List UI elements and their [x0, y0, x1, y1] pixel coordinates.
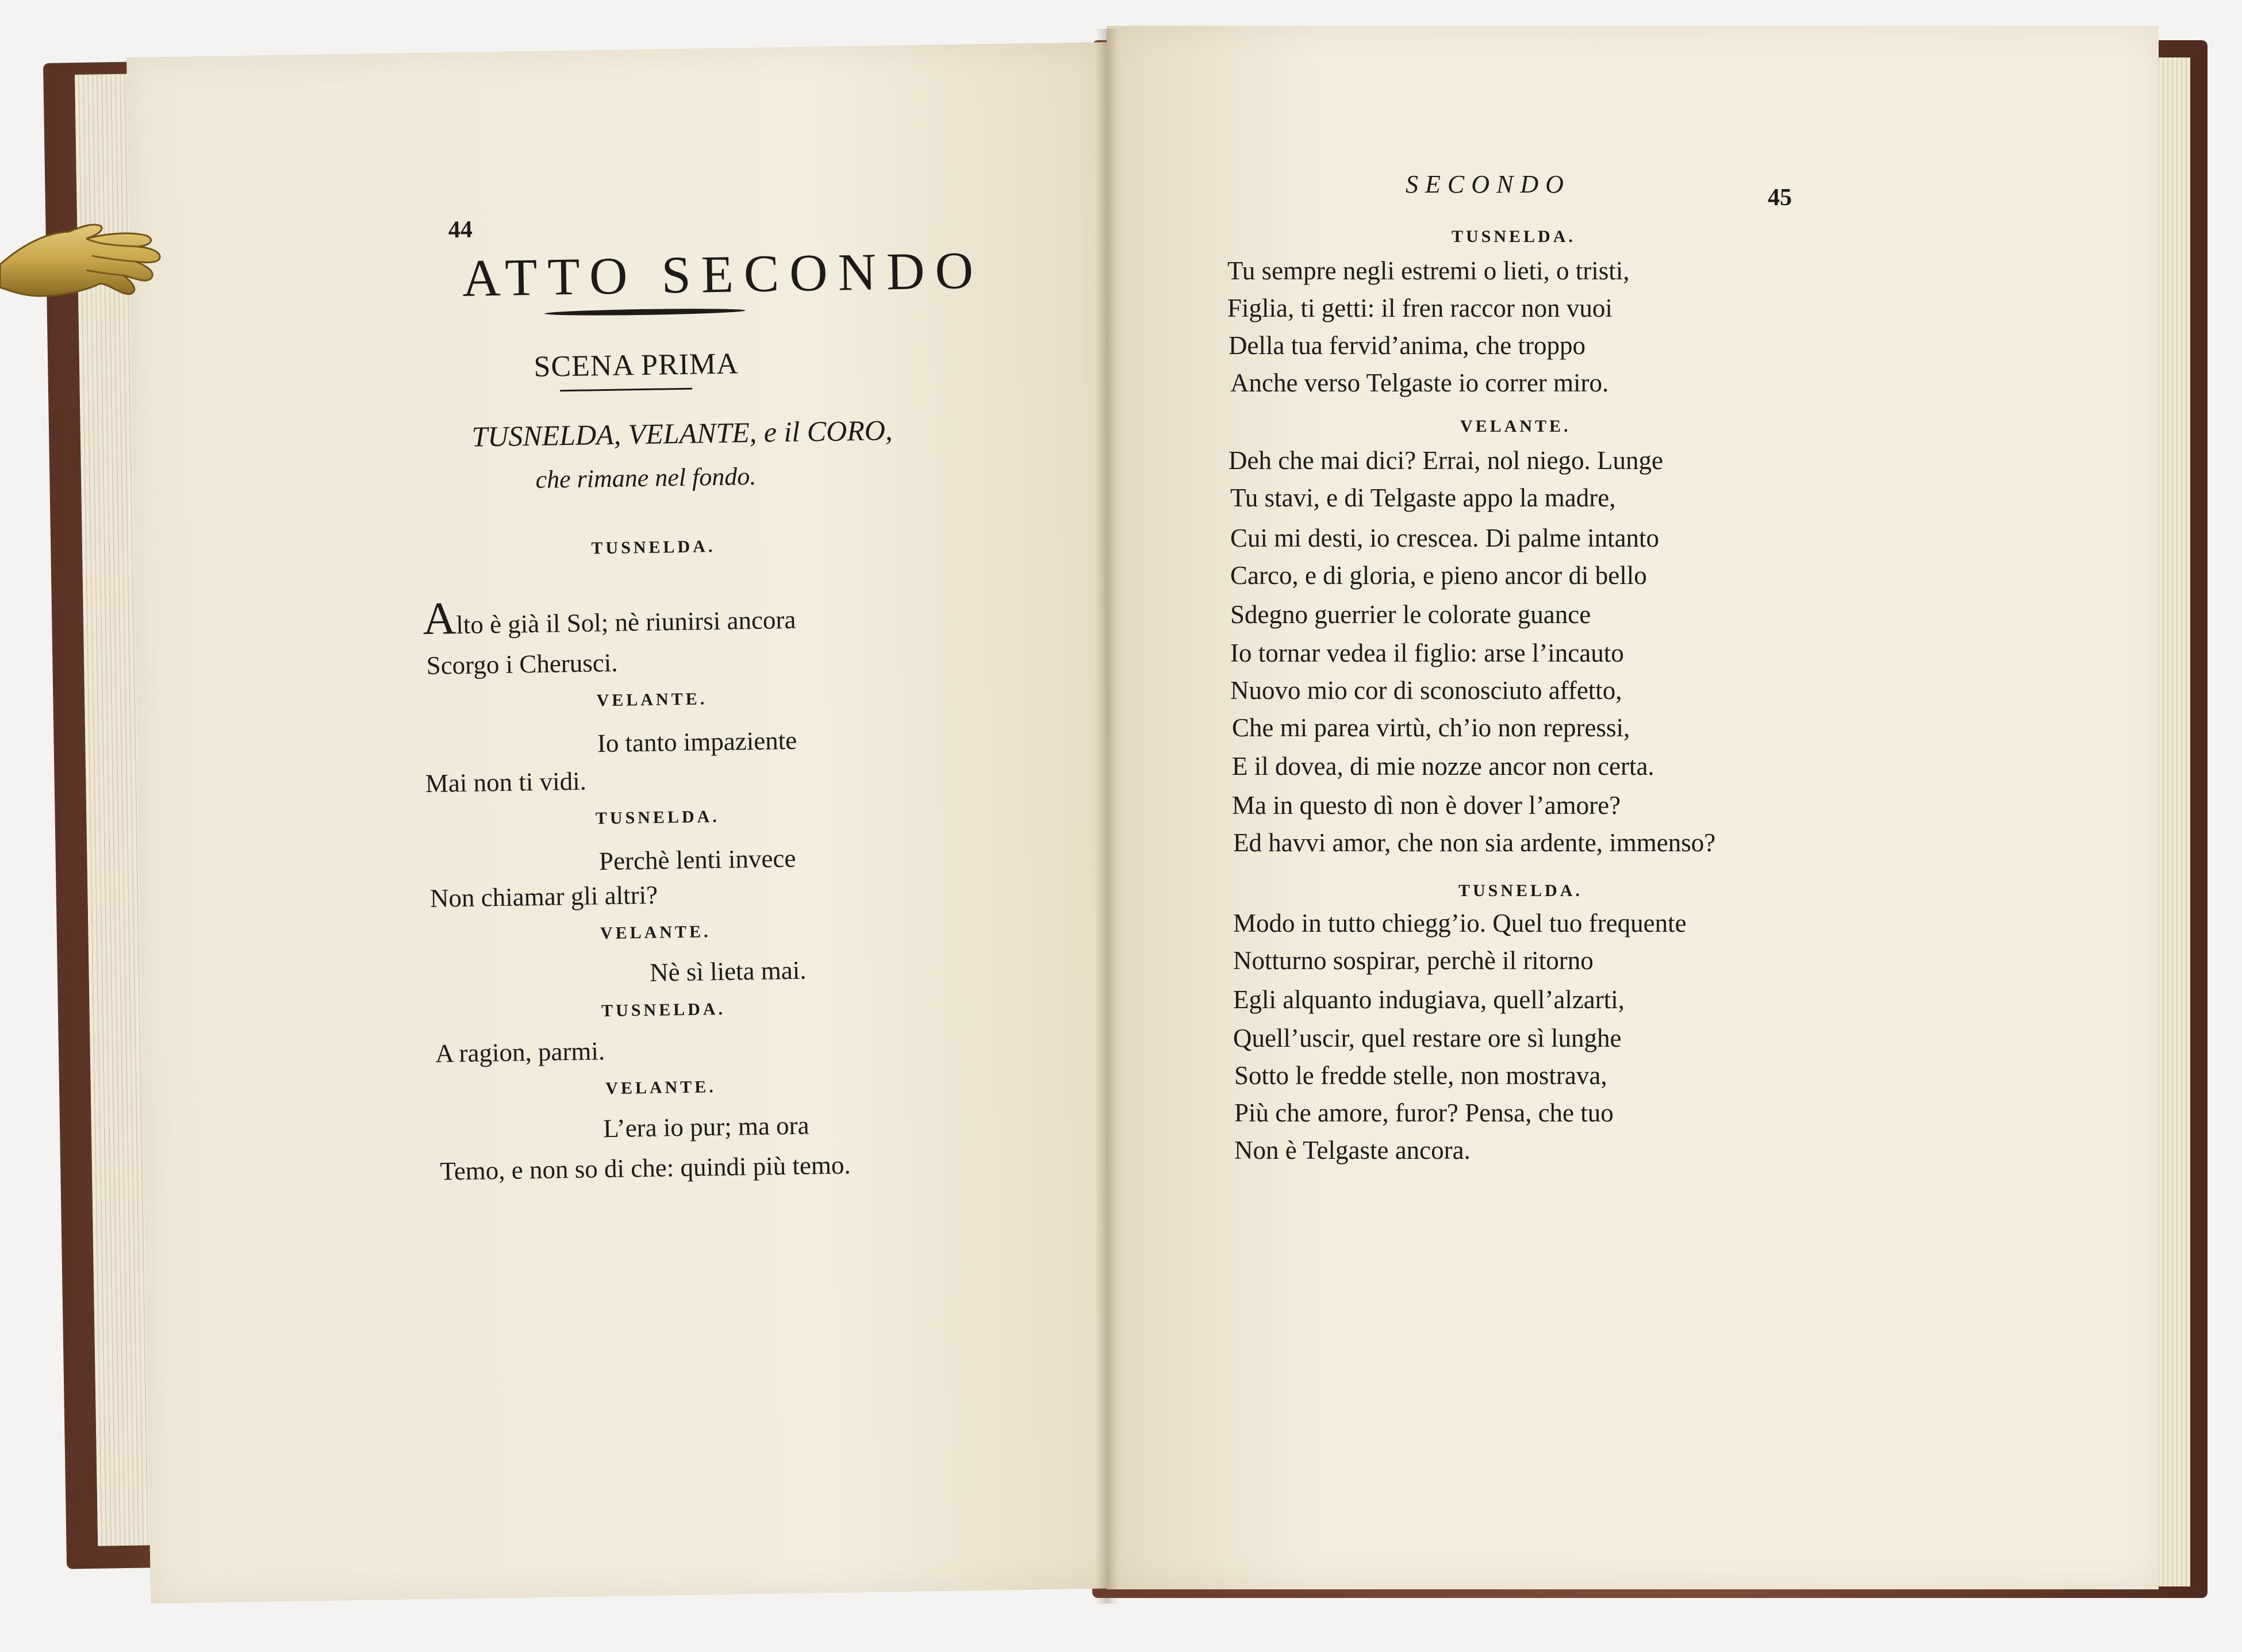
verse-line: Io tornar vedea il figlio: arse l’incauto	[1230, 639, 1624, 667]
speaker-label: VELANTE.	[596, 689, 708, 710]
speaker-label: TUSNELDA.	[601, 999, 726, 1021]
verse-line: Carco, e di gloria, e pieno ancor di bello	[1230, 561, 1647, 590]
title-rule	[544, 308, 746, 316]
page-number: 45	[1768, 185, 1792, 211]
verse-line: Figlia, ti getti: il fren raccor non vuoi	[1227, 294, 1613, 322]
scene-title: SCENA PRIMA	[533, 347, 739, 383]
speaker-label: VELANTE.	[1460, 417, 1571, 436]
verse-line: Della tua fervid’anima, che troppo	[1229, 331, 1585, 360]
verse-line: Non è Telgaste ancora.	[1234, 1136, 1471, 1165]
verse-line: Nè sì lieta mai.	[649, 955, 807, 987]
drop-cap: A	[422, 593, 456, 645]
running-head: SECONDO	[1406, 170, 1571, 198]
left-page	[126, 42, 1134, 1604]
act-title: ATTO SECONDO	[462, 240, 984, 308]
verse-line: Quell’uscir, quel restare ore sì lunghe	[1233, 1024, 1622, 1052]
verse-line: Io tanto impaziente	[597, 725, 797, 758]
speaker-label: TUSNELDA.	[591, 537, 716, 558]
verse-line: Deh che mai dici? Errai, nol niego. Lunge	[1229, 446, 1663, 475]
verse-line: Più che amore, furor? Pensa, che tuo	[1234, 1098, 1614, 1127]
speaker-label: VELANTE.	[605, 1077, 717, 1098]
verse-text: lto è già il Sol; nè riunirsi ancora	[455, 605, 796, 640]
speaker-label: VELANTE.	[600, 922, 711, 943]
verse-line: Ed havvi amor, che non sia ardente, immenso?	[1233, 828, 1716, 857]
speaker-label: TUSNELDA.	[1458, 881, 1583, 900]
page-number: 44	[448, 216, 473, 244]
verse-line: Nuovo mio cor di sconosciuto affetto,	[1230, 676, 1622, 705]
verse-line: Sdegno guerrier le colorate guance	[1230, 600, 1591, 629]
book-gutter	[1095, 29, 1118, 1604]
verse-line: A ragion, parmi.	[435, 1036, 605, 1068]
verse-line: Temo, e non so di che: quindi più temo.	[440, 1150, 851, 1186]
verse-line: Sotto le fredde stelle, non mostrava,	[1234, 1061, 1607, 1090]
verse-line: Egli alquanto indugiava, quell’alzarti,	[1233, 985, 1625, 1014]
verse-line: Cui mi desti, io crescea. Di palme intanto	[1230, 524, 1660, 552]
verse-line: E il dovea, di mie nozze ancor non certa.	[1232, 752, 1654, 781]
verse-line: L’era io pur; ma ora	[602, 1111, 809, 1143]
verse-line: Che mi parea virtù, ch’io non repressi,	[1232, 713, 1630, 742]
brass-hand-bookmark-icon	[0, 210, 167, 342]
verse-line: Scorgo i Cherusci.	[426, 648, 618, 680]
verse-line: Ma in questo dì non è dover l’amore?	[1232, 791, 1621, 820]
verse-line: Tu stavi, e di Telgaste appo la madre,	[1230, 483, 1616, 512]
verse-line: Anche verso Telgaste io correr miro.	[1230, 368, 1609, 397]
stage-direction: che rimane nel fondo.	[535, 462, 757, 494]
right-page	[1107, 26, 2159, 1589]
verse-line: Mai non ti vidi.	[425, 766, 587, 798]
verse-line: Tu sempre negli estremi o lieti, o tristi,	[1227, 256, 1630, 285]
verse-line: Perchè lenti invece	[598, 843, 796, 876]
verse-line: Notturno sospirar, perchè il ritorno	[1233, 946, 1594, 975]
speaker-label: TUSNELDA.	[595, 806, 720, 828]
verse-line: Non chiamar gli altri?	[429, 880, 658, 913]
verse-line	[423, 587, 796, 646]
speaker-label: TUSNELDA.	[1452, 227, 1576, 246]
scene-rule	[560, 388, 692, 392]
characters-heading: TUSNELDA, VELANTE, e il CORO,	[471, 414, 893, 453]
verse-line: Modo in tutto chiegg’io. Quel tuo frequente	[1233, 909, 1687, 938]
